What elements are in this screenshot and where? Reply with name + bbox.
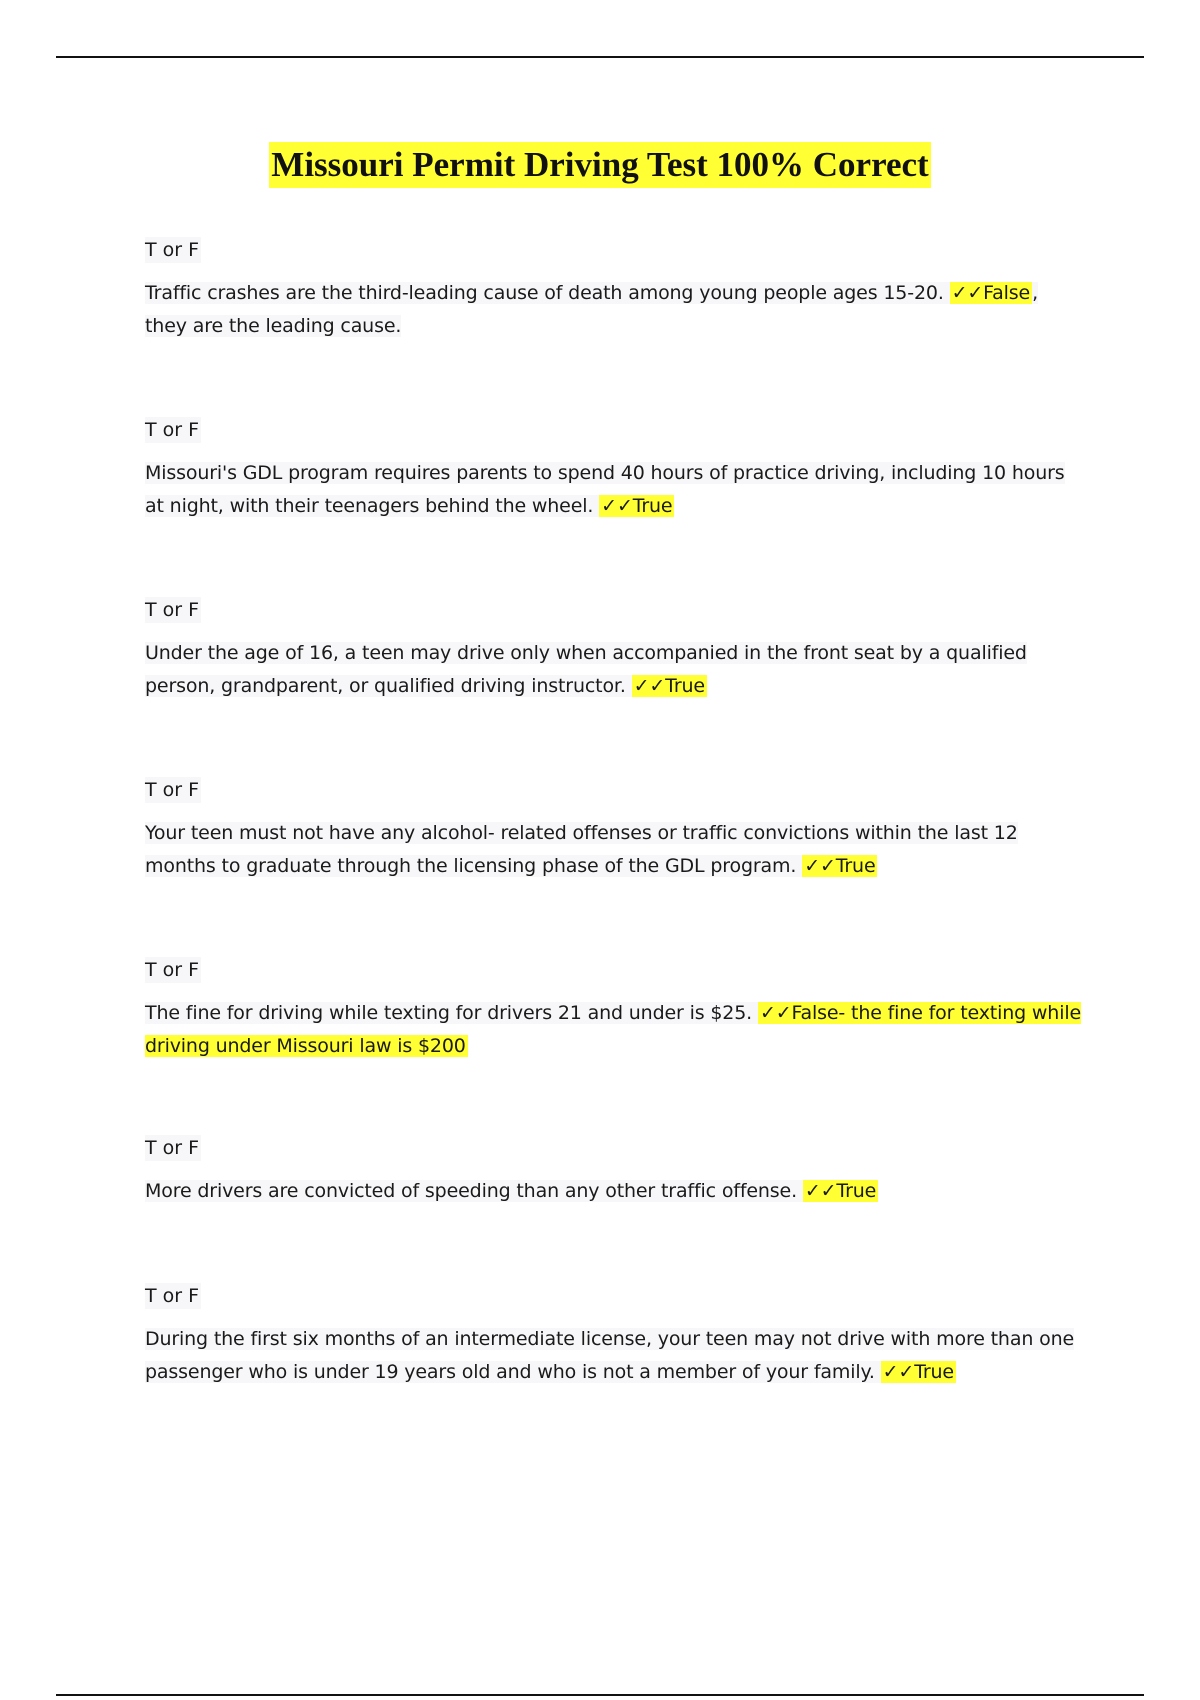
document-title: Missouri Permit Driving Test 100% Correct [269, 142, 930, 188]
question-text [145, 277, 1085, 343]
question-statement: The fine for driving while texting for drivers 21 and under is $25. [145, 1002, 758, 1024]
answer-highlight: ✓✓True [804, 855, 876, 877]
answer-highlight: ✓✓True [601, 495, 673, 517]
question-text [145, 457, 1085, 523]
question-item [145, 597, 1085, 703]
answer-highlight: ✓✓True [804, 1180, 877, 1202]
question-item [145, 1135, 1085, 1208]
question-item [145, 1283, 1085, 1389]
question-item [145, 237, 1085, 343]
question-text [145, 637, 1085, 703]
question-item [145, 417, 1085, 523]
question-statement: Under the age of 16, a teen may drive only when accompanied in the front seat by a qualified person, grandparent, or qualified driving instructor. [145, 642, 1027, 697]
answer-highlight: ✓✓False [951, 282, 1031, 304]
question-statement: Missouri's GDL program requires parents to spend 40 hours of practice driving, including 10 hours at night, with their teenagers behind the wheel. [145, 462, 1065, 517]
question-type-label: T or F [145, 959, 200, 981]
question-type-label: T or F [145, 779, 200, 801]
question-statement: More drivers are convicted of speeding than any other traffic offense. [145, 1180, 803, 1202]
answer-highlight: ✓✓True [882, 1361, 954, 1383]
question-type-label: T or F [145, 599, 200, 621]
question-statement: During the first six months of an intermediate license, your teen may not drive with more than one passenger who is under 19 years old and who is not a member of your family. [145, 1328, 1075, 1383]
question-type-label: T or F [145, 1137, 200, 1159]
question-item [145, 957, 1085, 1063]
question-text [145, 817, 1085, 883]
question-item [145, 777, 1085, 883]
bottom-rule [56, 1694, 1144, 1696]
answer-highlight: ✓✓False- the fine for texting while driving under Missouri law is $200 [145, 1002, 1081, 1057]
question-type-label: T or F [145, 1285, 200, 1307]
question-statement: Traffic crashes are the third-leading cause of death among young people ages 15-20. [145, 282, 950, 304]
question-type-label: T or F [145, 419, 200, 441]
answer-explanation: , they are the leading cause. [145, 282, 1038, 337]
question-statement: Your teen must not have any alcohol- related offenses or traffic convictions within the last 12 months to graduate through the licensing phase of the GDL program. [145, 822, 1018, 877]
question-text [145, 1175, 1085, 1208]
question-type-label: T or F [145, 239, 200, 261]
answer-highlight: ✓✓True [633, 675, 705, 697]
question-text [145, 1323, 1085, 1389]
question-text [145, 997, 1085, 1063]
